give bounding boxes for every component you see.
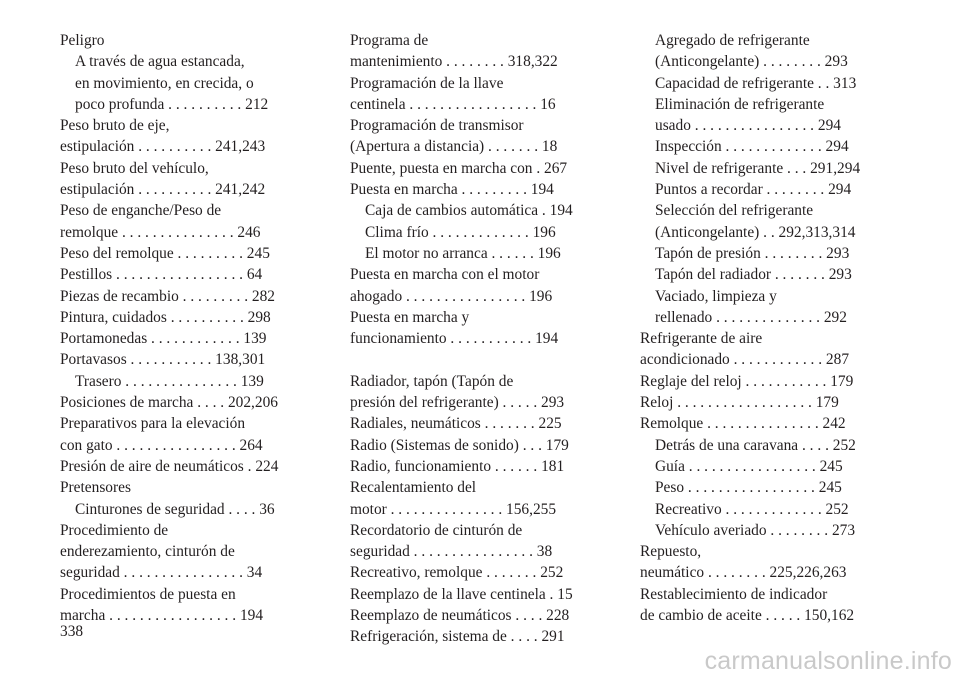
index-entry: Restablecimiento de indicador [640, 585, 828, 603]
index-entry: seguridad . . . . . . . . . . . . . . . . 38 [350, 543, 553, 561]
index-entry: Radiador, tapón (Tapón de [350, 372, 514, 390]
index-entry: enderezamiento, cinturón de [60, 543, 235, 561]
index-entry: Repuesto, [640, 543, 702, 561]
index-entry: Recreativo, remolque . . . . . . . 252 [350, 564, 564, 582]
index-subentry: usado . . . . . . . . . . . . . . . . 294 [655, 117, 841, 135]
index-entry: Pretensores [60, 479, 131, 497]
index-subentry: Caja de cambios automática . 194 [365, 202, 573, 220]
index-entry: Refrigerante de aire [640, 330, 763, 348]
index-subentry: Capacidad de refrigerante . . 313 [655, 74, 857, 92]
index-entry: Peso bruto de eje, [60, 117, 170, 135]
index-subentry: Vehículo averiado . . . . . . . . 273 [655, 521, 856, 539]
index-entry: Remolque . . . . . . . . . . . . . . . 242 [640, 415, 846, 433]
index-entry: mantenimiento . . . . . . . . 318,322 [350, 53, 558, 71]
index-entry: marcha . . . . . . . . . . . . . . . . . 194 [60, 607, 264, 625]
index-entry: Radio (Sistemas de sonido) . . . 179 [350, 436, 569, 454]
index-entry: Reglaje del reloj . . . . . . . . . . . 179 [640, 372, 854, 390]
index-subentry: Tapón de presión . . . . . . . . 293 [655, 244, 850, 262]
index-entry: Peso bruto del vehículo, [60, 159, 209, 177]
index-subentry: rellenado . . . . . . . . . . . . . . 292 [655, 308, 847, 326]
index-subentry: Peso . . . . . . . . . . . . . . . . . 245 [655, 479, 842, 497]
index-entry: Radio, funcionamiento . . . . . . 181 [350, 457, 565, 475]
index-entry: Pintura, cuidados . . . . . . . . . . 298 [60, 308, 271, 326]
index-entry: Piezas de recambio . . . . . . . . . 282 [60, 287, 275, 305]
index-subentry: Cinturones de seguridad . . . . 36 [75, 500, 275, 518]
watermark-logo: carmanualsonline.info [704, 647, 952, 675]
index-entry: Refrigeración, sistema de . . . . 291 [350, 628, 565, 646]
index-entry: Programa de [350, 32, 429, 49]
index-entry: Preparativos para la elevación [60, 415, 246, 433]
index-entry: estipulación . . . . . . . . . . 241,242 [60, 181, 266, 199]
index-entry: Procedimiento de [60, 521, 169, 539]
index-entry: seguridad . . . . . . . . . . . . . . . . 34 [60, 564, 263, 582]
index-subentry: (Anticongelante) . . . . . . . . 293 [655, 53, 848, 71]
index-subentry: Detrás de una caravana . . . . 252 [655, 436, 856, 454]
index-entry: Posiciones de marcha . . . . 202,206 [60, 394, 278, 412]
index-subentry: Recreativo . . . . . . . . . . . . . 252 [655, 500, 849, 518]
index-subentry: Inspección . . . . . . . . . . . . . 294 [655, 138, 849, 156]
index-entry: Puesta en marcha . . . . . . . . . 194 [350, 181, 554, 199]
index-entry: acondicionado . . . . . . . . . . . . 287 [640, 351, 850, 369]
index-entry: Puente, puesta en marcha con . 267 [350, 159, 568, 177]
index-subentry: Tapón del radiador . . . . . . . 293 [655, 266, 852, 284]
index-entry: remolque . . . . . . . . . . . . . . . 246 [60, 223, 261, 241]
index-entry: Peligro [60, 32, 105, 49]
index-entry: Peso del remolque . . . . . . . . . 245 [60, 244, 270, 262]
index-entry: Presión de aire de neumáticos . 224 [60, 457, 279, 475]
index-entry: Reemplazo de neumáticos . . . . 228 [350, 607, 570, 625]
index-column-3 [640, 30, 896, 626]
index-entry: estipulación . . . . . . . . . . 241,243 [60, 138, 266, 156]
index-subentry: poco profunda . . . . . . . . . . 212 [75, 95, 269, 113]
index-entry: Programación de transmisor [350, 117, 524, 135]
index-entry: Portavasos . . . . . . . . . . . 138,301 [60, 351, 266, 369]
index-entry: de cambio de aceite . . . . . 150,162 [640, 607, 855, 625]
index-column-1 [60, 30, 310, 626]
index-entry: Reemplazo de la llave centinela . 15 [350, 585, 573, 603]
index-entry: Reloj . . . . . . . . . . . . . . . . . . 179 [640, 394, 839, 412]
index-subentry: Nivel de refrigerante . . . 291,294 [655, 159, 861, 177]
index-subentry: Puntos a recordar . . . . . . . . 294 [655, 181, 852, 199]
index-subentry: (Anticongelante) . . 292,313,314 [655, 223, 856, 241]
index-entry: (Apertura a distancia) . . . . . . . 18 [350, 138, 558, 156]
index-entry: presión del refrigerante) . . . . . 293 [350, 394, 565, 412]
index-entry: Peso de enganche/Peso de [60, 202, 222, 220]
index-entry: Radiales, neumáticos . . . . . . . 225 [350, 415, 562, 433]
index-entry: Programación de la llave [350, 74, 504, 92]
index-column-2 [350, 30, 606, 648]
page-number: 338 [60, 623, 84, 640]
index-entry: Portamonedas . . . . . . . . . . . . 139 [60, 330, 267, 348]
index-subentry: Selección del refrigerante [655, 202, 814, 220]
index-subentry: Eliminación de refrigerante [655, 95, 825, 113]
index-subentry: El motor no arranca . . . . . . 196 [365, 244, 561, 262]
index-entry: Pestillos . . . . . . . . . . . . . . . . . 64 [60, 266, 263, 284]
index-entry: Recordatorio de cinturón de [350, 521, 523, 539]
index-entry: funcionamiento . . . . . . . . . . . 194 [350, 330, 559, 348]
index-subentry: A través de agua estancada, [75, 53, 245, 71]
index-subentry: Vaciado, limpieza y [655, 287, 777, 305]
index-subentry: Guía . . . . . . . . . . . . . . . . . 245 [655, 457, 843, 475]
index-subentry: Trasero . . . . . . . . . . . . . . . 139 [75, 372, 264, 390]
index-entry: Procedimientos de puesta en [60, 585, 236, 603]
index-entry: neumático . . . . . . . . 225,226,263 [640, 564, 847, 582]
index-entry: ahogado . . . . . . . . . . . . . . . . 196 [350, 287, 553, 305]
index-entry: Puesta en marcha y [350, 308, 470, 326]
index-entry: centinela . . . . . . . . . . . . . . . . . 16 [350, 95, 556, 113]
index-subentry: Clima frío . . . . . . . . . . . . . 196 [365, 223, 556, 241]
index-subentry: en movimiento, en crecida, o [75, 74, 254, 92]
index-subentry: Agregado de refrigerante [655, 32, 810, 49]
index-entry: motor . . . . . . . . . . . . . . . 156,255 [350, 500, 557, 518]
blank-line [350, 349, 606, 370]
index-entry: con gato . . . . . . . . . . . . . . . . 264 [60, 436, 263, 454]
index-entry: Recalentamiento del [350, 479, 477, 497]
index-entry: Puesta en marcha con el motor [350, 266, 540, 284]
